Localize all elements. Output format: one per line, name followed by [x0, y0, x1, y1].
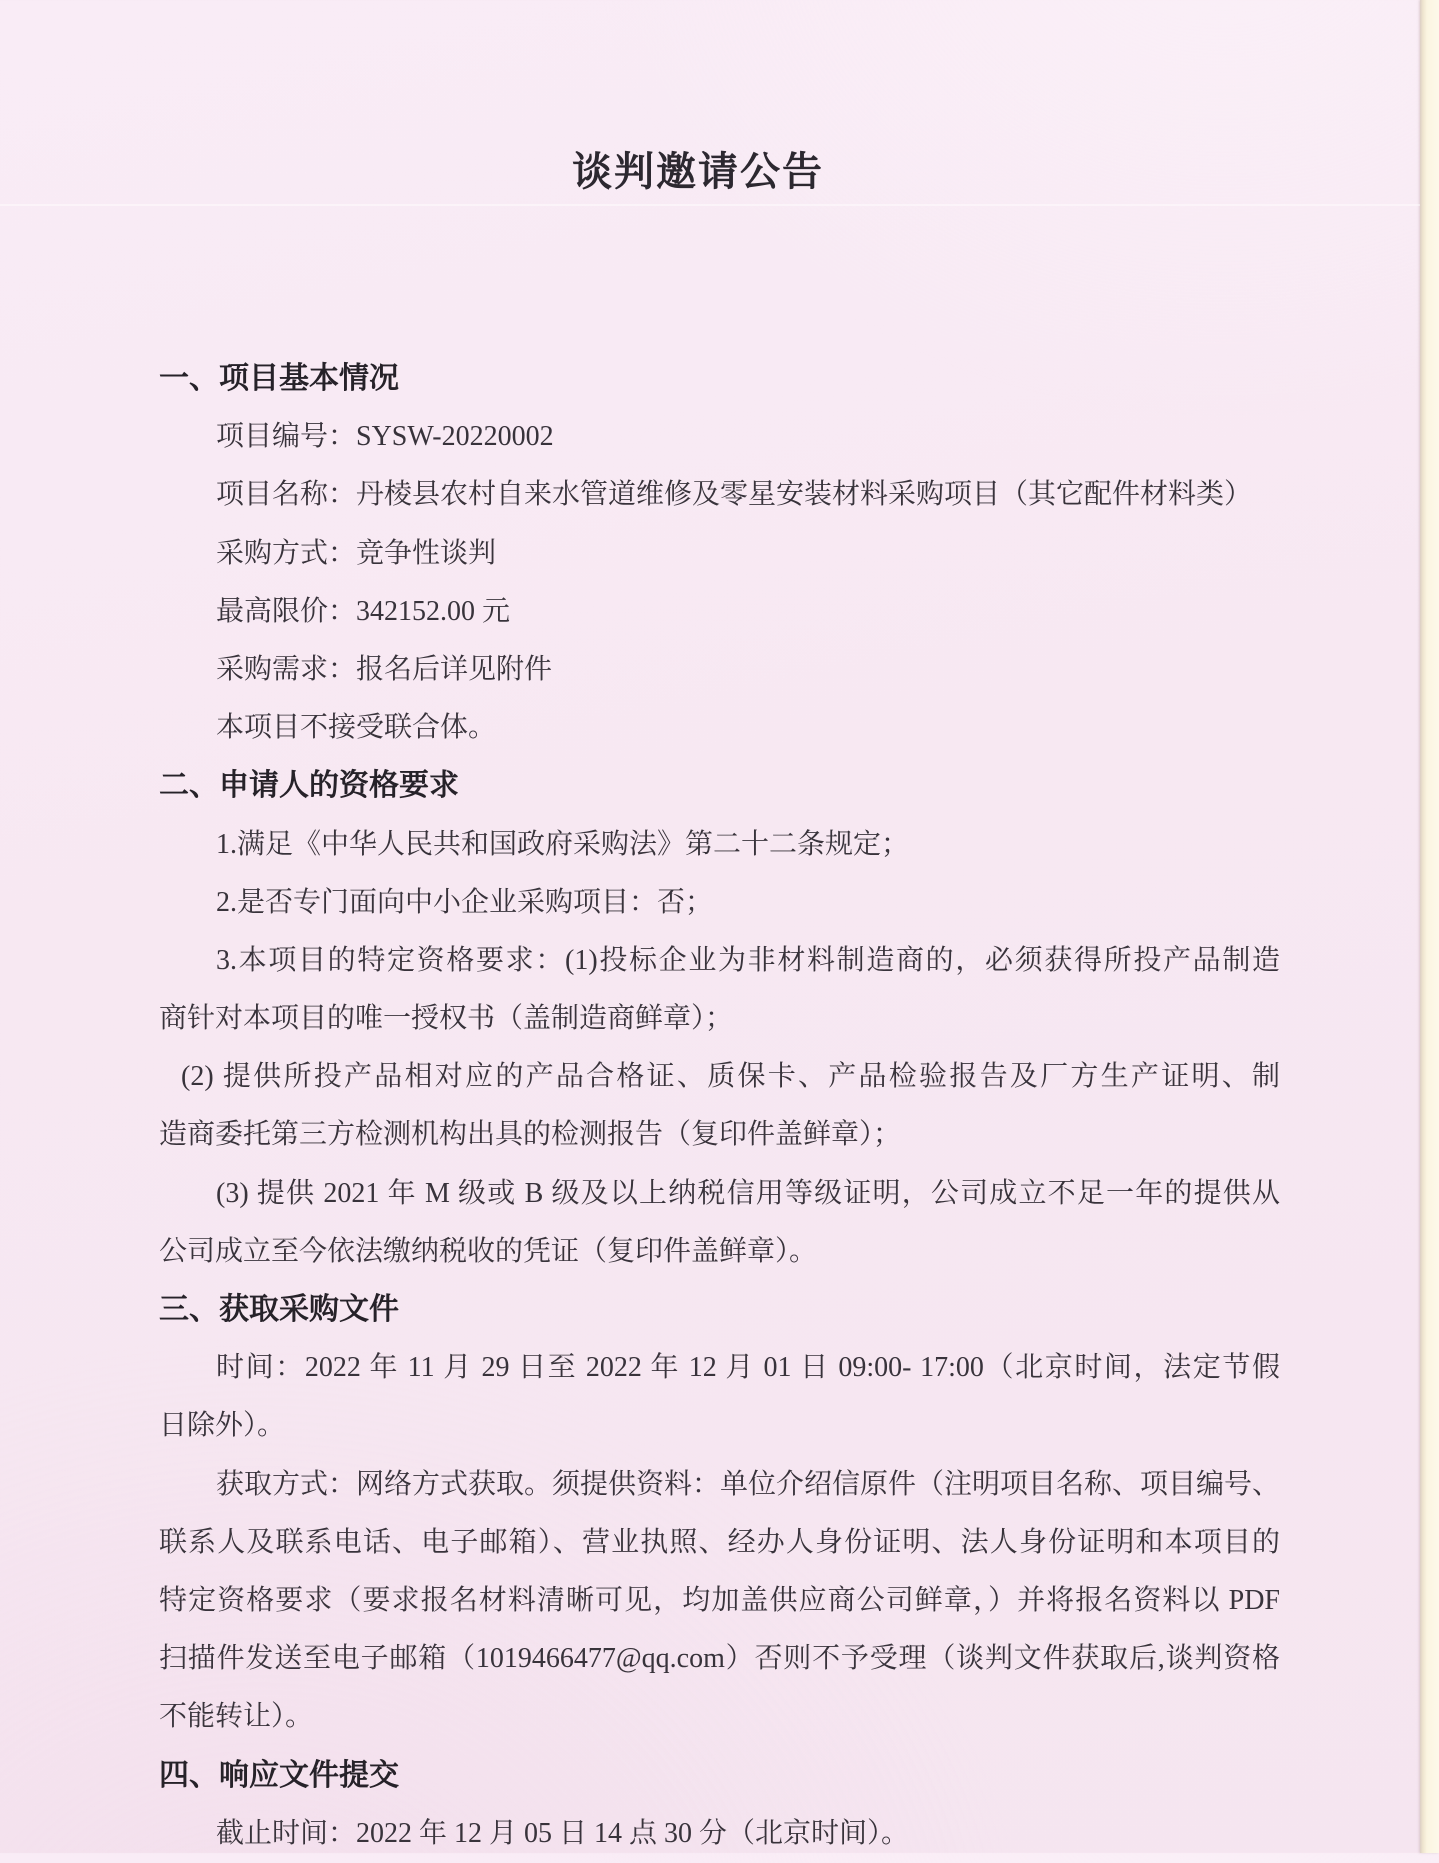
section-heading-4: 四、响应文件提交 [159, 1758, 399, 1792]
doc-line: 1.满足《中华人民共和国政府采购法》第二十二条规定； [216, 828, 910, 860]
doc-line: 造商委托第三方检测机构出具的检测报告（复印件盖鲜章）； [159, 1119, 902, 1151]
doc-line-project-number: 项目编号：SYSW-20220002 [216, 421, 554, 453]
doc-line: 特定资格要求（要求报名材料清晰可见，均加盖供应商公司鲜章，）并将报名资料以 PDF [159, 1584, 1280, 1616]
document-title: 谈判邀请公告 [572, 149, 824, 194]
doc-line: 3.本项目的特定资格要求：(1)投标企业为非材料制造商的，必须获得所投产品制造 [216, 944, 1280, 976]
doc-line: 公司成立至今依法缴纳税收的凭证（复印件盖鲜章）。 [159, 1235, 818, 1267]
doc-line: (2) 提供所投产品相对应的产品合格证、质保卡、产品检验报告及厂方生产证明、制 [181, 1061, 1280, 1093]
doc-line-email: 扫描件发送至电子邮箱（1019466477@qq.com）否则不予受理（谈判文件获取后,谈判资格 [159, 1643, 1280, 1675]
scanner-paper-edge-strip [1420, 0, 1439, 1853]
doc-line-obtain-time: 时间：2022 年 11 月 29 日至 2022 年 12 月 01 日 09:00- 17:00（北京时间，法定节假 [216, 1352, 1280, 1384]
doc-line-procurement-demand: 采购需求：报名后详见附件 [216, 653, 553, 685]
doc-line: 联系人及联系电话、电子邮箱）、营业执照、经办人身份证明、法人身份证明和本项目的 [159, 1526, 1280, 1558]
doc-line-no-consortium: 本项目不接受联合体。 [216, 712, 497, 744]
doc-line: 商针对本项目的唯一授权书（盖制造商鲜章）； [159, 1003, 734, 1035]
section-heading-2: 二、申请人的资格要求 [159, 769, 459, 803]
scan-artifact-line [0, 204, 1420, 206]
doc-line-price-cap: 最高限价：342152.00 元 [216, 595, 511, 627]
section-heading-1: 一、项目基本情况 [159, 362, 399, 395]
doc-line-obtain-method: 获取方式：网络方式获取。须提供资料：单位介绍信原件（注明项目名称、项目编号、 [216, 1468, 1281, 1500]
doc-line-procurement-method: 采购方式：竞争性谈判 [216, 537, 497, 569]
doc-line-project-name: 项目名称：丹棱县农村自来水管道维修及零星安装材料采购项目（其它配件材料类） [216, 479, 1253, 511]
doc-line: (3) 提供 2021 年 M 级或 B 级及以上纳税信用等级证明，公司成立不足一年的提供从 [216, 1177, 1280, 1209]
doc-line: 2.是否专门面向中小企业采购项目：否； [216, 886, 714, 918]
section-heading-3: 三、获取采购文件 [159, 1293, 399, 1326]
doc-line: 不能转让）。 [159, 1701, 314, 1733]
document-body [159, 350, 1280, 1863]
doc-line-deadline: 截止时间：2022 年 12 月 05 日 14 点 30 分（北京时间）。 [216, 1817, 910, 1849]
doc-line: 日除外）。 [159, 1410, 286, 1442]
